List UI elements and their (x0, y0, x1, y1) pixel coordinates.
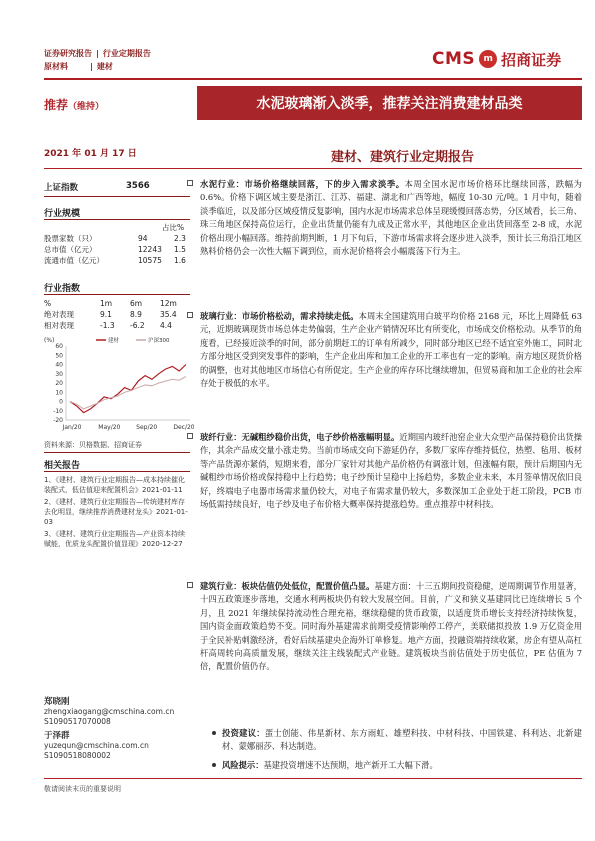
tag-building-materials: 建材 (96, 62, 113, 71)
series-line-csi300 (70, 377, 186, 409)
series-line-building-materials (70, 365, 186, 413)
rating-sub: （维持） (68, 102, 105, 112)
related-report-link[interactable]: 2、《建材、建筑行业定期报告—传统建材库存去化明显，继续推荐消费建材龙头》2021-01-03 (44, 498, 188, 526)
tag-periodic-report: 行业定期报告 (102, 49, 151, 58)
rating (44, 96, 104, 113)
y-tick-label: -10 (53, 407, 63, 415)
section-lead: 水泥行业：市场价格继续回落，下的步入需求淡季。 (200, 179, 405, 189)
bullet-icon (187, 312, 193, 318)
table-row: 股票家数（只） 94 2.3 (44, 234, 186, 243)
section-text: 近期国内玻纤池窑企业大众型产品保持稳价出货操作，其余产品成交量小涨走势。当前市场成交向下游延仍存，多数厂家库存维持低位，热塑、毡用、板材等产品货源亦紧俏，短期来看，部分厂家针对其他产品价格仍有调涨计划，但涨幅有限，预计后期国内无碱粗纱市场价格或保持稳中上行趋势；电子纱预计呈稳中上扬趋势，多数企业未来，本月签单情况依旧良好，终端电子电器市场需求量仍较大，对电子布需求量仍较大，多数深加工企业处于赶工阶段，PCB 市场低需持续良好，电子纱及电子布价格大概率保持提涨趋势。重点推荐中材科技。 (200, 432, 582, 510)
performance-table: % 1m 6m 12m 绝对表现 9.1 8.9 35.4 相对表现 -1.3 -6.2 4.4 (44, 298, 192, 331)
table-row: 绝对表现 9.1 8.9 35.4 (44, 310, 177, 319)
industry-scale-label: 行业规模 (44, 209, 81, 219)
section-text: 基建投资增速不达预期，地产新开工大幅下滑。 (263, 760, 438, 770)
section-risk-warning (222, 759, 582, 772)
y-tick-label: 60 (55, 343, 63, 350)
sidebar-rule (44, 452, 190, 453)
sidebar-rule (44, 294, 190, 295)
table-row: 相对表现 -1.3 -6.2 4.4 (44, 321, 172, 330)
section-text: 蛋士创能、伟星新材、东方雨虹、雄塑科技、中材科技、中国铁建、科利达、北新建材、蒙娜丽莎、科达制造。 (222, 728, 582, 752)
performance-chart-svg (44, 334, 194, 436)
section-fiberglass (200, 431, 582, 511)
bullet-icon (187, 433, 193, 439)
analyst-cert: S1090517070008 (44, 717, 111, 726)
analyst-email[interactable]: zhengxiaogang@cmschina.com.cn (44, 707, 175, 716)
logo-cms-text: CMS (432, 49, 476, 69)
tag-raw-materials: 原材料 (44, 62, 68, 71)
logo-badge-icon: m (479, 50, 497, 68)
logo-chinese-name: 招商证券 (501, 50, 562, 69)
x-tick-label: Dec/20 (173, 424, 194, 431)
chart-source: 资料来源：贝格数据、招商证券 (44, 441, 142, 449)
y-tick-label: 20 (55, 380, 63, 387)
section-investment-advice (222, 727, 582, 754)
footer-note: 敬请阅读末页的重要说明 (44, 785, 121, 793)
table-row: 流通市值（亿元） 10575 1.6 (44, 256, 186, 265)
report-subtitle: 建材、建筑行业定期报告 (331, 150, 475, 165)
analyst-cert: S1090518080002 (44, 751, 111, 760)
analyst-email[interactable]: yuzequn@cmschina.com.cn (44, 741, 149, 750)
company-logo (432, 46, 582, 72)
y-tick-label: 0 (59, 398, 63, 406)
rating-label: 推荐 (44, 98, 69, 112)
index-label: 上证指数 (44, 183, 79, 193)
section-text: 本周全国水泥市场价格环比继续回落，跌幅为 0.6%。价格下调区域主要是浙江、江苏、福建、湖北和广西等地，幅度 10-30 元/吨。1 月中旬，随着淡季临近，以及部分区域疫情反复影响，国内水泥市场需求总体呈现缓慢回落态势，分区域看，长三角、珠三角地区保持高位运行，企业出货量仍能有九成及正常水平，其他地区企业出货回落至 2-8 成，水泥价格出现小幅回落。维持前期判断，1 月下旬后，下游市场需求将会逐步进入淡季，预计长三角沿江地区熟料价格仍会一次性大幅下调到位，而水泥价格将会小幅震荡下行为主。 (200, 179, 582, 257)
related-reports (44, 458, 192, 471)
report-date: 2021 年 01 月 17 日 (44, 149, 137, 159)
scale-pct-header: 占比% (162, 223, 185, 232)
report-title: 水泥玻璃渐入淡季，推荐关注消费建材品类 (197, 86, 582, 120)
industry-index (44, 281, 192, 294)
y-tick-label: 50 (55, 352, 63, 360)
section-construction (200, 580, 582, 674)
y-tick-label: -20 (53, 417, 63, 424)
section-lead: 投资建议： (222, 728, 265, 738)
analyst-info (44, 697, 194, 761)
section-cement (200, 178, 582, 258)
x-tick-label: Jan/20 (62, 424, 82, 431)
related-reports-list (44, 475, 190, 549)
legend-label: 建材 (108, 338, 120, 344)
subtitle-divider (44, 168, 582, 169)
sidebar-rule (44, 219, 190, 220)
industry-scale (44, 206, 192, 219)
index-row (44, 181, 192, 193)
footer-divider (44, 778, 582, 779)
header-divider (44, 78, 582, 80)
report-tags: 证券研究报告 | 行业定期报告 原材料 | 建材 (44, 49, 151, 71)
related-report-link[interactable]: 3、《建材、建筑行业定期报告—产业资本持续赋能，优质龙头配置价值显现》2020-12-27 (44, 530, 185, 548)
section-lead: 风险提示： (222, 760, 264, 770)
bullet-dot-icon (212, 731, 216, 735)
index-value: 3566 (126, 181, 150, 191)
related-report-link[interactable]: 1、《建材、建筑行业定期报告—成本持续催化装配式，低估值迎来配置机会》2021-01-11 (44, 476, 185, 494)
y-axis-label: (%) (44, 337, 55, 344)
analyst-name: 郑晓刚 (44, 697, 70, 707)
section-text: 基建方面：十三五期间投资稳健，逆周期调节作用显著，十四五政策逐步落地，交通水利两板块仍有较大发展空间。目前，广义和狭义基建同比已连续增长 5 个月，且 2021 年继续保持流动性合理充裕，继续稳健的货币政策，以适度货币增长支持经济持续恢复，国内资金面政策趋势不变。同时海外基建需求前期受疫情影响停工停产，美联储拟投放 1.9 万亿资金用于全民补贴刺激经济，看好后续基建央企海外订单修复。地产方面，投融资端持续收紧，房企有望从高杠杆高周转向高质量发展，继续关注主线装配式产业链。建筑板块当前估值处于历史低位，PE 估值为 7 倍，配置价值仍存。 (200, 581, 582, 672)
y-tick-label: 30 (55, 370, 63, 378)
section-lead: 玻纤行业：无碱粗纱稳价出货，电子纱价格涨幅明显。 (200, 432, 400, 442)
tag-research-report: 证券研究报告 (44, 49, 92, 58)
performance-chart (44, 334, 194, 436)
related-reports-label: 相关报告 (44, 461, 81, 471)
section-text: 本周末全国建筑用白玻平均价格 2168 元，环比上周降低 63 元，近期玻璃现货市场总体走势偏弱，生产企业产销情况环比有所变化，市场成交价格松动。从季节的角度看，已经接近淡季的时间，部分前期赶工的订单有所减少，同时部分地区已经不适宜室外施工，同时北方部分地区受到突发事件的影响，生产企业出库和加工企业的开工率也有一定的影响。南方地区现货价格的调整，也对其他地区市场信心有所促定。生产企业的库存环比继续增加，但贸易商和加工企业的社会库存处于极低的水平。 (200, 311, 582, 389)
y-tick-label: 40 (55, 361, 63, 369)
sidebar-rule (44, 196, 190, 197)
x-tick-label: May/20 (98, 424, 121, 431)
bullet-icon (187, 180, 193, 186)
section-lead: 建筑行业：板块估值仍处低位，配置价值凸显。 (200, 581, 375, 591)
industry-scale-table (44, 222, 192, 266)
table-row: 总市值（亿元） 12243 1.5 (44, 245, 186, 254)
bullet-dot-icon (212, 763, 216, 767)
y-tick-label: 10 (55, 389, 63, 397)
x-tick-label: Sep/20 (136, 424, 158, 431)
sidebar-rule (44, 471, 190, 472)
bullet-icon (187, 582, 193, 588)
industry-index-label: 行业指数 (44, 284, 81, 294)
section-glass (200, 310, 582, 390)
legend-label: 沪深300 (148, 338, 170, 344)
section-lead: 玻璃行业：市场价格松动，需求持续走低。 (200, 311, 359, 321)
analyst-name: 于泽群 (44, 731, 70, 741)
